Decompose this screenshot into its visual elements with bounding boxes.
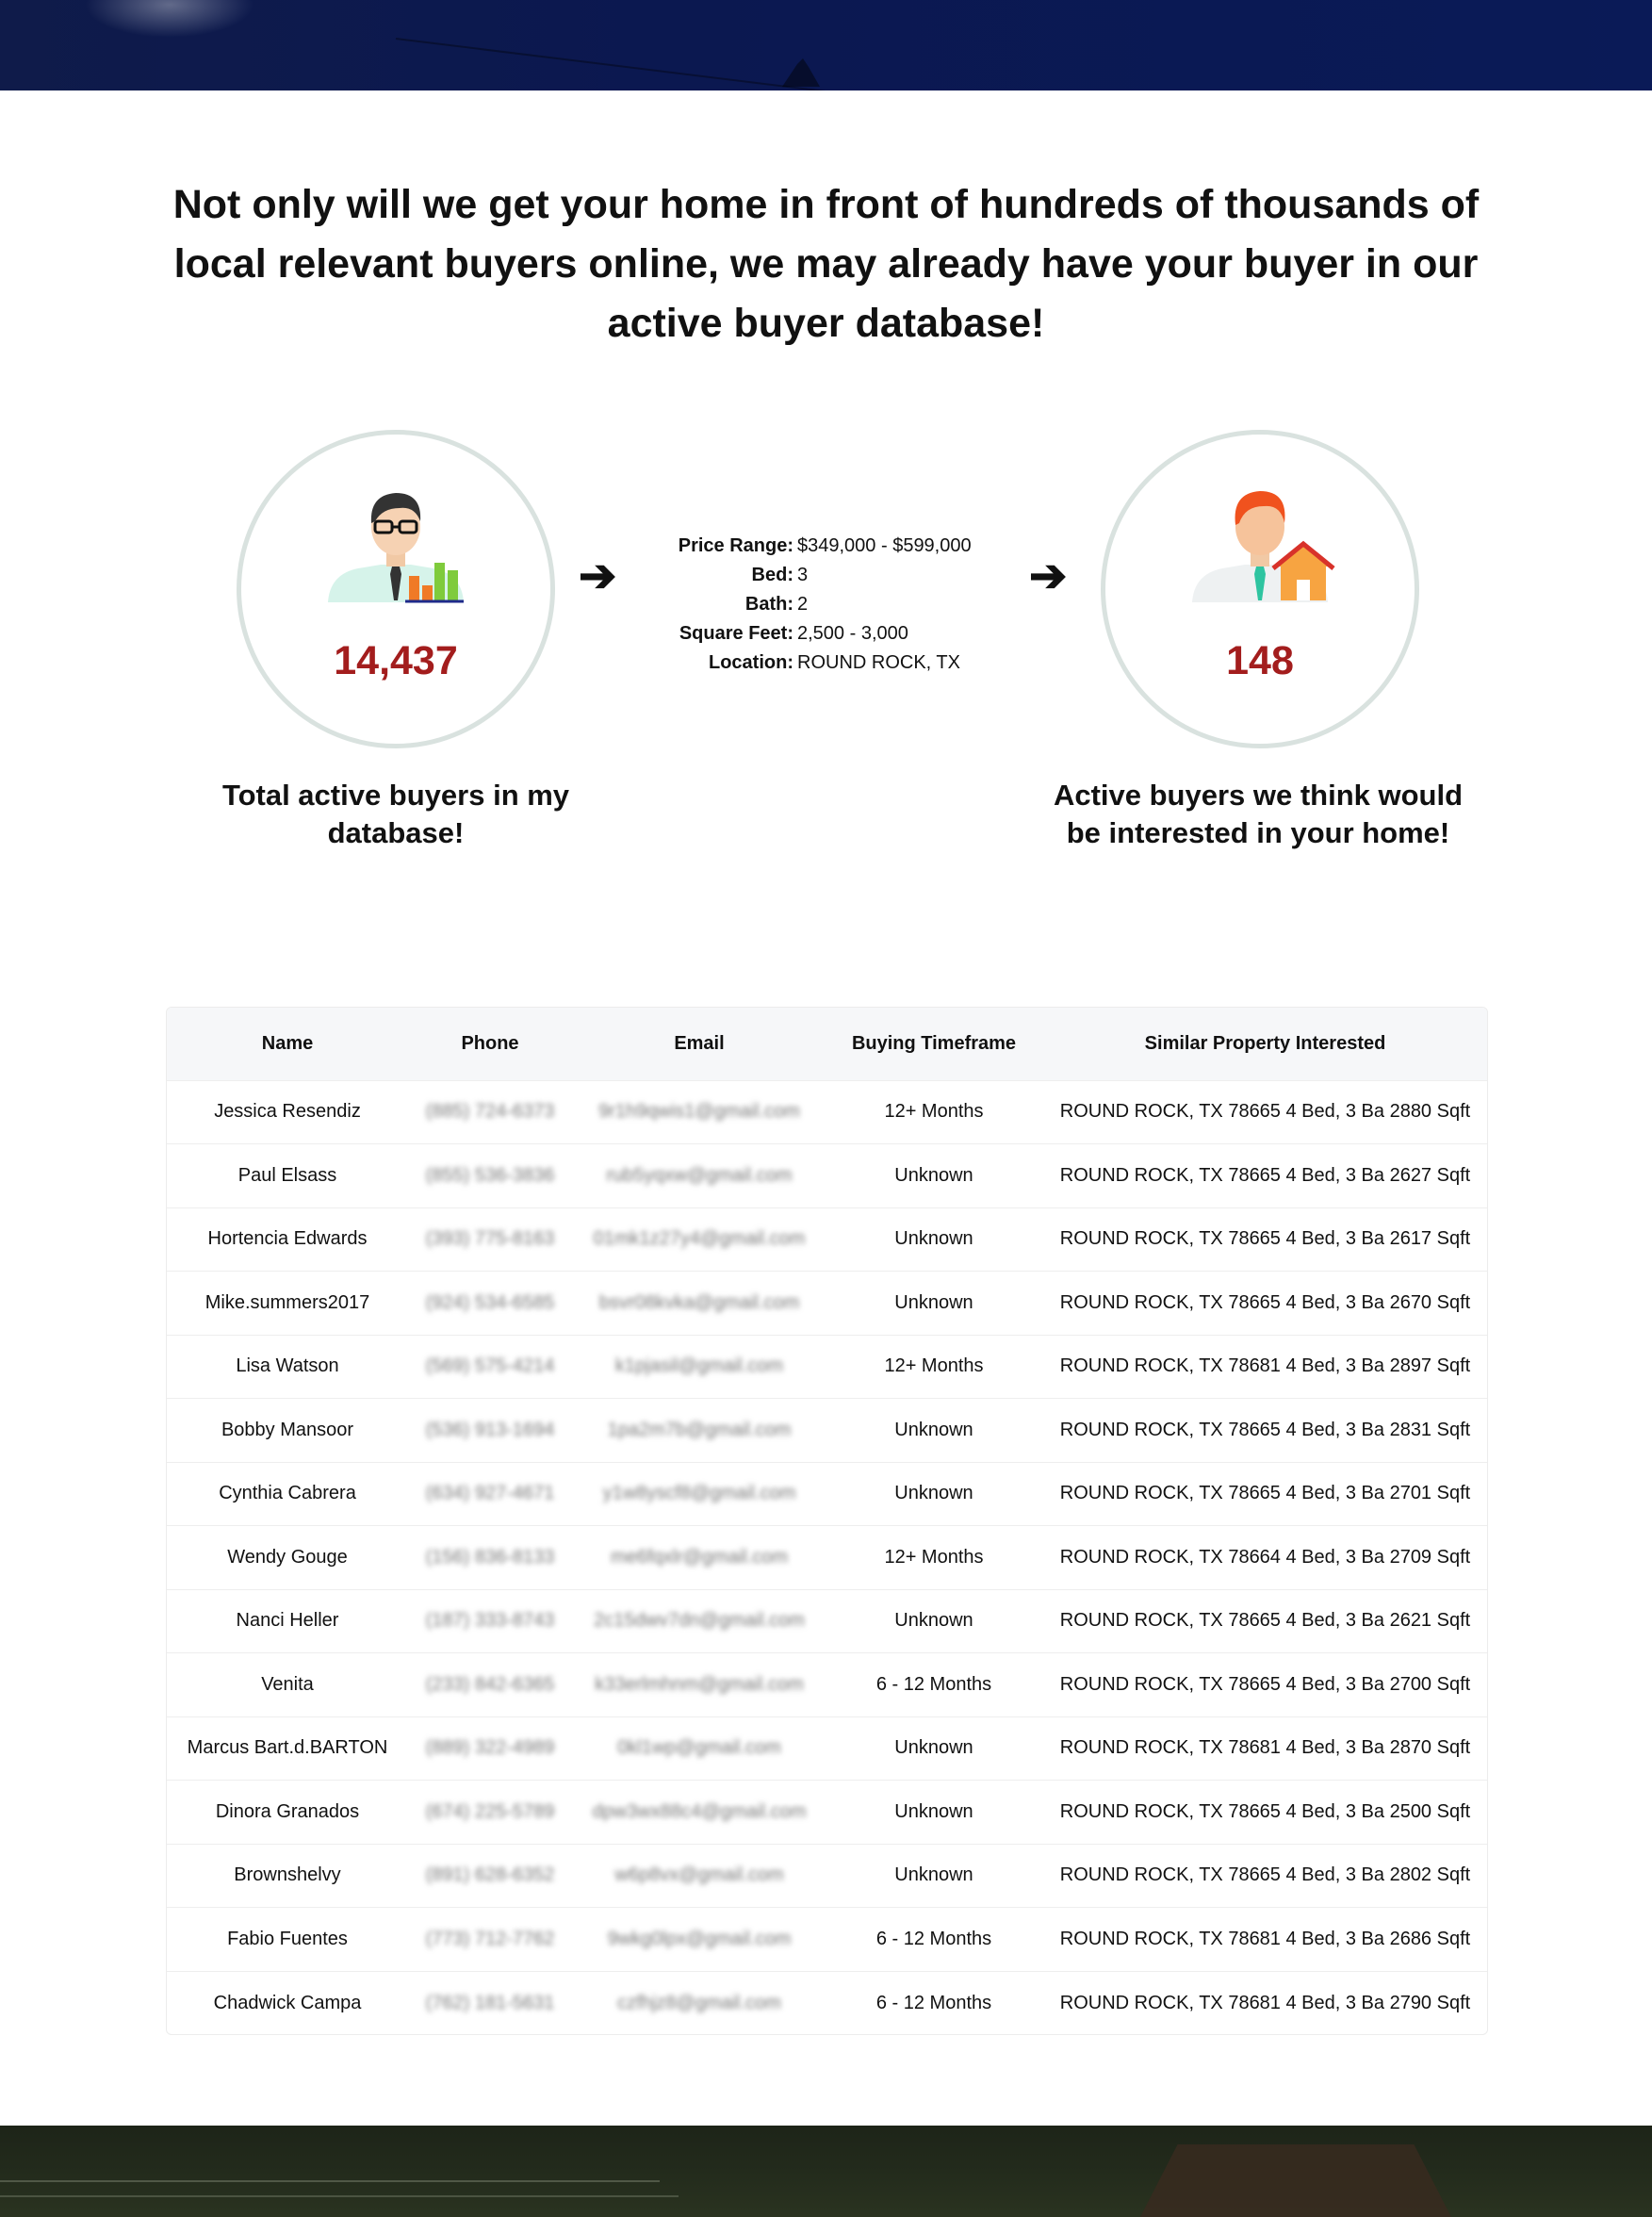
buyer-email: 01mk1z27y4@gmail.com	[593, 1228, 806, 1250]
criteria-label: Bath:	[744, 594, 793, 615]
similar-property: ROUND ROCK, TX 78665 4 Bed, 3 Ba 2701 Sqft	[1059, 1483, 1471, 1504]
table-row	[167, 1144, 1488, 1208]
buyer-phone: (674) 225-5789	[425, 1800, 555, 1822]
buying-timeframe: Unknown	[894, 1291, 973, 1313]
fence-decoration	[0, 2180, 660, 2182]
search-criteria	[660, 532, 1018, 678]
agent-chart-icon	[320, 480, 471, 612]
buyer-email: k33erlmhnm@gmail.com	[595, 1673, 804, 1695]
table-row	[167, 1653, 1488, 1717]
criteria-bed	[660, 561, 1018, 590]
col-email-header: Email	[674, 1032, 725, 1054]
similar-property: ROUND ROCK, TX 78665 4 Bed, 3 Ba 2621 Sqft	[1059, 1610, 1471, 1632]
table-row	[167, 1335, 1488, 1399]
similar-property: ROUND ROCK, TX 78665 4 Bed, 3 Ba 2831 Sqft	[1059, 1419, 1471, 1440]
buyer-email: bsvr08kvka@gmail.com	[598, 1291, 800, 1313]
buying-timeframe: Unknown	[894, 1864, 973, 1886]
similar-property: ROUND ROCK, TX 78665 4 Bed, 3 Ba 2627 Sqft	[1059, 1164, 1471, 1186]
buyer-phone: (569) 575-4214	[425, 1355, 555, 1377]
table-row	[167, 1272, 1488, 1336]
buyer-phone: (855) 536-3836	[425, 1164, 555, 1186]
buyer-name: Cynthia Cabrera	[219, 1483, 356, 1504]
table-row	[167, 1207, 1488, 1272]
table-row	[167, 1080, 1488, 1144]
buyer-name: Wendy Gouge	[227, 1546, 348, 1568]
hero-image-strip	[0, 0, 1652, 90]
buying-timeframe: Unknown	[894, 1483, 973, 1504]
criteria-label: Bed:	[751, 565, 793, 585]
buyer-email: 2c15dwv7dn@gmail.com	[594, 1610, 805, 1632]
similar-property: ROUND ROCK, TX 78665 4 Bed, 3 Ba 2670 Sqft	[1059, 1291, 1471, 1313]
criteria-value: ROUND ROCK, TX	[797, 652, 960, 673]
buyer-phone: (187) 333-8743	[425, 1610, 555, 1632]
buyer-email: k1pjasil@gmail.com	[614, 1355, 784, 1377]
buyer-phone: (924) 534-6585	[425, 1291, 555, 1313]
table-body	[167, 1080, 1488, 2035]
table-row	[167, 1971, 1488, 2035]
buying-timeframe: Unknown	[894, 1800, 973, 1822]
buyer-name: Paul Elsass	[237, 1164, 337, 1186]
buying-timeframe: 12+ Months	[884, 1355, 984, 1377]
buyer-phone: (885) 724-6373	[425, 1101, 555, 1123]
table-row	[167, 1908, 1488, 1972]
house-roof-decoration	[1140, 2144, 1451, 2217]
col-timeframe-header: Buying Timeframe	[851, 1032, 1017, 1054]
buyer-phone: (634) 927-4671	[425, 1483, 555, 1504]
table-row	[167, 1716, 1488, 1781]
cloud-decoration	[85, 0, 254, 38]
buyer-email: 0kl1wp@gmail.com	[617, 1737, 781, 1759]
buyer-phone: (233) 842-6365	[425, 1673, 555, 1695]
total-buyers-count: 14,437	[334, 638, 458, 683]
table-row	[167, 1781, 1488, 1845]
criteria-value: 2,500 - 3,000	[797, 623, 908, 644]
interested-buyers-circle	[1101, 430, 1419, 748]
buyer-phone: (762) 181-5631	[425, 1992, 555, 2013]
criteria-label: Square Feet:	[679, 623, 793, 644]
buyer-name: Bobby Mansoor	[221, 1419, 354, 1440]
col-property-header: Similar Property Interested	[1144, 1032, 1386, 1054]
similar-property: ROUND ROCK, TX 78665 4 Bed, 3 Ba 2617 Sqft	[1059, 1228, 1471, 1250]
buying-timeframe: 12+ Months	[884, 1101, 984, 1123]
buying-timeframe: Unknown	[894, 1610, 973, 1632]
buyer-name: Marcus Bart.d.BARTON	[187, 1737, 388, 1759]
criteria-location	[660, 649, 1018, 678]
buyer-email: 9r1h9qwis1@gmail.com	[598, 1101, 800, 1123]
buyer-name: Dinora Granados	[215, 1800, 360, 1822]
arrow-right-icon: ➔	[579, 551, 617, 601]
buying-timeframe: Unknown	[894, 1164, 973, 1186]
buyer-phone: (536) 913-1694	[425, 1419, 555, 1440]
table-row	[167, 1589, 1488, 1653]
buying-timeframe: 6 - 12 Months	[875, 1673, 992, 1695]
similar-property: ROUND ROCK, TX 78665 4 Bed, 3 Ba 2500 Sqft	[1059, 1800, 1471, 1822]
buyer-name: Venita	[261, 1673, 314, 1695]
buyer-name: Lisa Watson	[236, 1355, 339, 1377]
criteria-price-range	[660, 532, 1018, 561]
buyer-name: Chadwick Campa	[213, 1992, 362, 2013]
headline: Not only will we get your home in front of hundreds of thousands of local relevant buyers online, we may already have your buyer in our active buyer database!	[172, 182, 1480, 346]
buying-timeframe: Unknown	[894, 1737, 973, 1759]
buyer-email: 9wkg0lpx@gmail.com	[607, 1928, 792, 1949]
col-phone-header: Phone	[461, 1032, 519, 1054]
buying-timeframe: 6 - 12 Months	[875, 1928, 992, 1949]
agent-house-icon	[1185, 480, 1335, 612]
table-row	[167, 1526, 1488, 1590]
buying-timeframe: Unknown	[894, 1228, 973, 1250]
buying-timeframe: Unknown	[894, 1419, 973, 1440]
criteria-square-feet	[660, 619, 1018, 649]
similar-property: ROUND ROCK, TX 78665 4 Bed, 3 Ba 2700 Sqft	[1059, 1673, 1471, 1695]
table-row	[167, 1399, 1488, 1463]
criteria-value: 2	[797, 594, 809, 615]
buyer-phone: (891) 628-6352	[425, 1864, 555, 1886]
footer-image-strip	[0, 2126, 1652, 2217]
similar-property: ROUND ROCK, TX 78664 4 Bed, 3 Ba 2709 Sqft	[1059, 1546, 1471, 1568]
table-row	[167, 1844, 1488, 1908]
similar-property: ROUND ROCK, TX 78681 4 Bed, 3 Ba 2897 Sqft	[1059, 1355, 1471, 1377]
power-line-decoration	[396, 38, 920, 90]
criteria-label: Location:	[709, 652, 793, 673]
buyer-name: Fabio Fuentes	[227, 1928, 348, 1949]
buyer-phone: (773) 712-7762	[425, 1928, 555, 1949]
fence-decoration	[0, 2195, 679, 2197]
buyer-email: dpw3wx88c4@gmail.com	[592, 1800, 807, 1822]
similar-property: ROUND ROCK, TX 78681 4 Bed, 3 Ba 2686 Sqft	[1059, 1928, 1471, 1949]
criteria-label: Price Range:	[678, 535, 793, 556]
tree-silhouette-decoration	[782, 58, 820, 87]
criteria-value: 3	[797, 565, 809, 585]
buyers-table	[166, 1007, 1488, 2035]
buyer-email: y1w8yscf8@gmail.com	[602, 1483, 796, 1504]
buying-timeframe: 12+ Months	[884, 1546, 984, 1568]
buyer-name: Brownshelvy	[234, 1864, 341, 1886]
buyer-name: Mike.summers2017	[204, 1291, 370, 1313]
buyer-email: w6p8vx@gmail.com	[614, 1864, 784, 1886]
buyer-phone: (393) 775-8163	[425, 1228, 555, 1250]
similar-property: ROUND ROCK, TX 78665 4 Bed, 3 Ba 2880 Sqft	[1059, 1101, 1471, 1123]
buyer-email: czfhjz8@gmail.com	[617, 1992, 781, 2013]
col-name-header: Name	[261, 1032, 314, 1054]
buying-timeframe: 6 - 12 Months	[875, 1992, 992, 2013]
buyer-name: Jessica Resendiz	[214, 1101, 361, 1123]
buyer-email: me6fqxlr@gmail.com	[610, 1546, 789, 1568]
buyer-phone: (156) 836-8133	[425, 1546, 555, 1568]
buyer-name: Nanci Heller	[236, 1610, 339, 1632]
buyer-email: rub5yqxw@gmail.com	[606, 1164, 793, 1186]
similar-property: ROUND ROCK, TX 78681 4 Bed, 3 Ba 2870 Sqft	[1059, 1737, 1471, 1759]
table-header-row	[167, 1008, 1488, 1080]
similar-property: ROUND ROCK, TX 78665 4 Bed, 3 Ba 2802 Sqft	[1059, 1864, 1471, 1886]
buyer-name: Hortencia Edwards	[207, 1228, 368, 1250]
buyer-email: 1pa2m7b@gmail.com	[607, 1419, 792, 1440]
criteria-value: $349,000 - $599,000	[797, 535, 972, 556]
similar-property: ROUND ROCK, TX 78681 4 Bed, 3 Ba 2790 Sqft	[1059, 1992, 1471, 2013]
buyer-phone: (889) 322-4989	[425, 1737, 555, 1759]
criteria-bath	[660, 590, 1018, 619]
total-buyers-caption: Total active buyers in my database!	[221, 779, 570, 849]
interested-buyers-count: 148	[1226, 638, 1294, 683]
arrow-right-icon: ➔	[1029, 551, 1068, 601]
interested-buyers-caption: Active buyers we think would be interested in your home!	[1053, 779, 1464, 849]
table-row	[167, 1462, 1488, 1526]
total-buyers-circle	[237, 430, 555, 748]
